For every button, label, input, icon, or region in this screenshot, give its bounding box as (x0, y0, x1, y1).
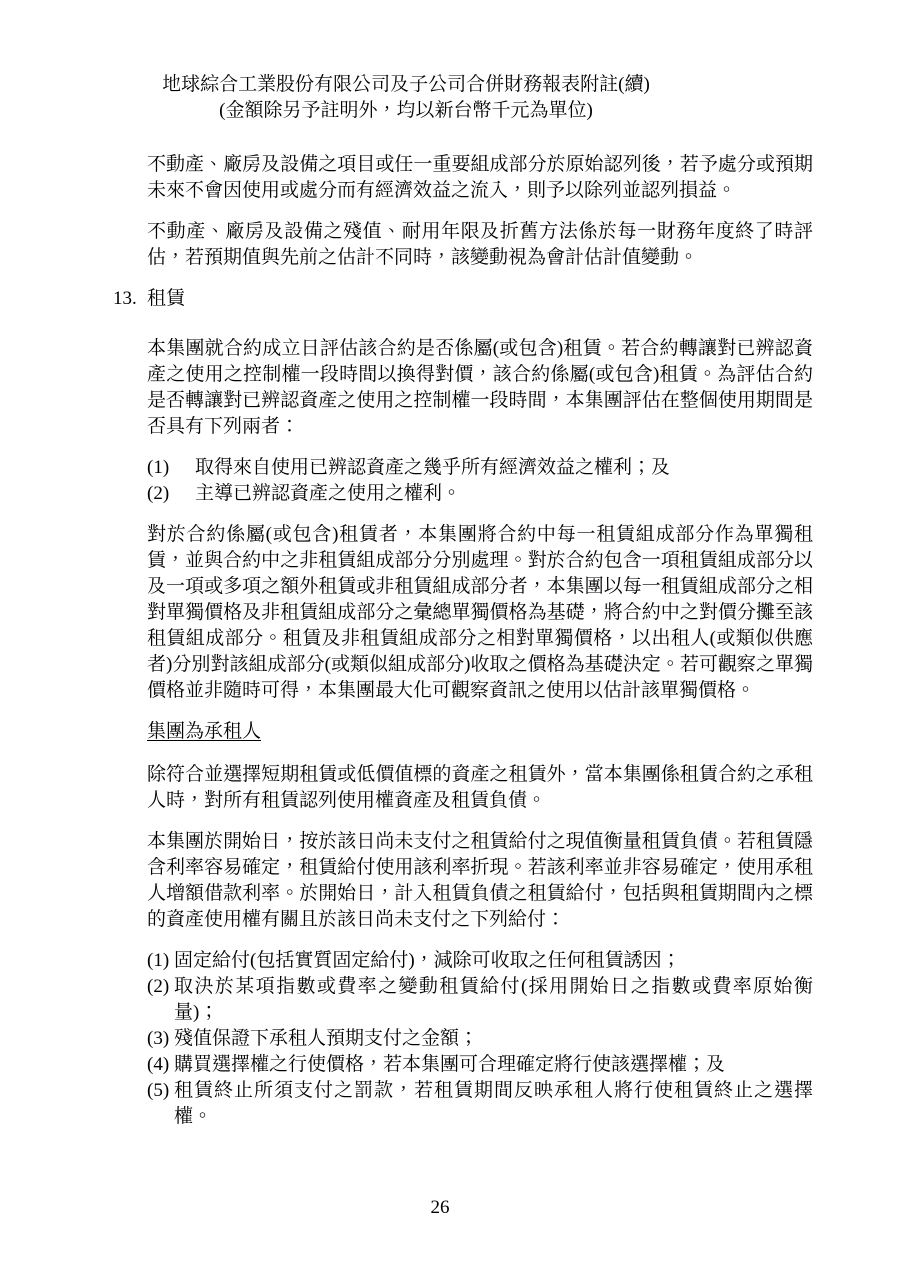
paragraph-ppe-review: 不動產、廠房及設備之殘值、耐用年限及折舊方法係於每一財務年度終了時評估，若預期值與先前之估計不同時，該變動視為會計估計值變動。 (147, 221, 813, 268)
document-title: 地球綜合工業股份有限公司及子公司合併財務報表附註(續) (162, 74, 650, 95)
page-footer (0, 1195, 880, 1221)
page-number: 26 (430, 1197, 450, 1218)
document-subtitle: (金額除另予註明外，均以新台幣千元為單位) (219, 100, 593, 121)
paragraph-liability-measurement: 本集團於開始日，按於該日尚未支付之租賃給付之現值衡量租賃負債。若租賃隱含利率容易確定，租賃給付使用該利率折現。若該利率並非容易確定，使用承租人增額借款利率。於開始日，計入租賃負債之租賃給付，包括與租賃期間內之標的資產使用權有關且於該日尚未支付之下列給付： (147, 831, 813, 930)
subheading-group-as-lessee: 集團為承租人 (147, 721, 262, 742)
list-item (147, 974, 813, 1026)
list-item (147, 1078, 813, 1130)
list-item-text: 固定給付(包括實質固定給付)，減除可收取之任何租賃誘因； (174, 950, 681, 971)
list-item (147, 1026, 813, 1052)
list-item-text: 購買選擇權之行使價格，若本集團可合理確定將行使該選擇權；及 (174, 1054, 726, 1075)
paragraph-lessee-recognition: 除符合並選擇短期租賃或低價值標的資產之租賃外，當本集團係租賃合約之承租人時，對所有租賃認列使用權資產及租賃負債。 (147, 764, 813, 811)
list-item-text: 取決於某項指數或費率之變動租賃給付(採用開始日之指數或費率原始衡量)； (174, 976, 813, 1023)
list-item-text: 取得來自使用已辨認資產之幾乎所有經濟效益之權利；及 (195, 457, 671, 478)
list-item-text: 殘值保證下承租人預期支付之金額； (174, 1028, 479, 1049)
list-item-number: (3) (147, 1028, 170, 1049)
lease-payments-list (147, 948, 813, 1130)
list-item-number: (1) (147, 950, 170, 971)
section-heading-leases (113, 286, 813, 312)
list-item-number: (2) (147, 976, 170, 997)
document-header (0, 0, 812, 124)
list-item (147, 948, 813, 974)
paragraph-lease-identification: 本集團就合約成立日評估該合約是否係屬(或包含)租賃。若合約轉讓對已辨認資產之使用之控制權一段時間以換得對價，該合約係屬(或包含)租賃。為評估合約是否轉讓對已辨認資產之使用之控制權一段時間，本集團評估在整個使用期間是否具有下列兩者： (147, 338, 813, 437)
list-item-text: 租賃終止所須支付之罰款，若租賃期間反映承租人將行使租賃終止之選擇權。 (174, 1080, 813, 1127)
section-number: 13. (113, 288, 137, 309)
list-item-text: 主導已辨認資產之使用之權利。 (195, 483, 462, 504)
list-item-number: (2) (147, 483, 170, 504)
control-criteria-list (147, 455, 813, 507)
list-item-number: (4) (147, 1054, 170, 1075)
list-item (147, 455, 813, 481)
list-item (147, 481, 813, 507)
paragraph-ppe-derecognition: 不動產、廠房及設備之項目或任一重要組成部分於原始認列後，若予處分或預期未來不會因使用或處分而有經濟效益之流入，則予以除列並認列損益。 (147, 154, 813, 201)
paragraph-lease-components: 對於合約係屬(或包含)租賃者，本集團將合約中每一租賃組成部分作為單獨租賃，並與合約中之非租賃組成部分分別處理。對於合約包含一項租賃組成部分以及一項或多項之額外租賃或非租賃組成部分者，本集團以每一租賃組成部分之相對單獨價格及非租賃組成部分之彙總單獨價格為基礎，將合約中之對價分攤至該租賃組成部分。租賃及非租賃組成部分之相對單獨價格，以出租人(或類似供應者)分別對該組成部分(或類似組成部分)收取之價格為基礎決定。若可觀察之單獨價格並非隨時可得，本集團最大化可觀察資訊之使用以估計該單獨價格。 (147, 524, 813, 701)
list-item-number: (1) (147, 457, 170, 478)
document-body (113, 152, 813, 1130)
list-item (147, 1052, 813, 1078)
list-item-number: (5) (147, 1080, 170, 1101)
section-title: 租賃 (147, 288, 186, 309)
